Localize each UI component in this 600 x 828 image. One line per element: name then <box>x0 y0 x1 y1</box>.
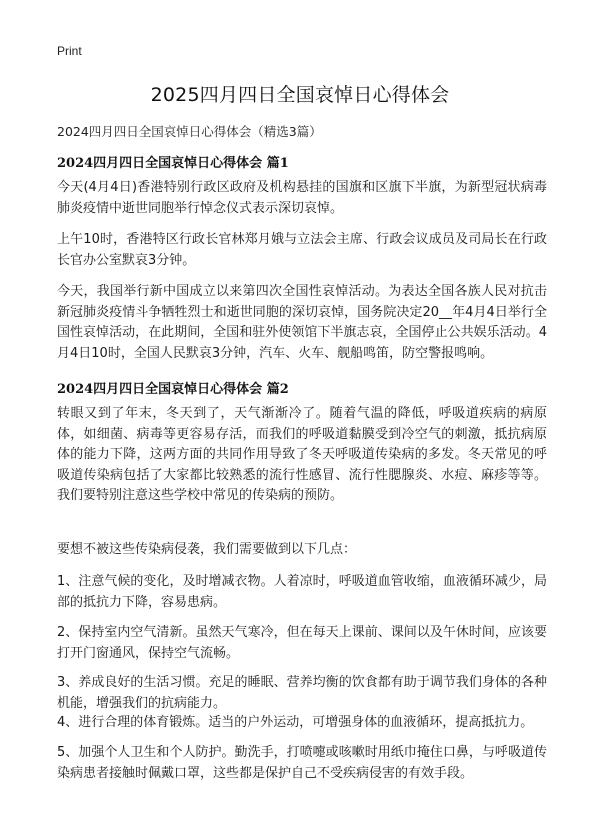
list-item: 1、注意气候的变化，及时增减衣物。人着凉时，呼吸道血管收缩，血液循环减少，局部的抵抗力下降，容易患病。 <box>57 574 547 610</box>
list-item: 3、养成良好的生活习惯。充足的睡眠、营养均衡的饮食都有助于调节我们身体的各种机能，增强我们的抗病能力。 <box>57 675 547 711</box>
paragraph: 要想不被这些传染病侵袭，我们需要做到以下几点： <box>57 542 357 557</box>
paragraph: 转眼又到了年末，冬天到了，天气渐渐冷了。随着气温的降低，呼吸道疾病的病原体，如细菌、病毒等更容易存活，而我们的呼吸道黏膜受到冷空气的刺激，抵抗病原体的能力下降，这两方面的共同作用导致了冬天呼吸道传染病的多发。冬天常见的呼吸道传染病包括了大家都比较熟悉的流行性感冒、流行性腮腺炎、水痘、麻疹等等。我们要特别注意这些学校中常见的传染病的预防。 <box>57 406 547 503</box>
print-link[interactable]: Print <box>57 44 82 58</box>
section-heading-1: 2024四月四日全国哀悼日心得体会 篇1 <box>57 156 289 171</box>
page-title: 2025四月四日全国哀悼日心得体会 <box>150 84 450 106</box>
list-item: 5、加强个人卫生和个人防护。勤洗手，打喷嚏或咳嗽时用纸巾掩住口鼻，与呼吸道传染病患者接触时佩戴口罩，这些都是保护自己不受疾病侵害的有效手段。 <box>57 745 547 781</box>
paragraph: 上午10时，香港特区行政长官林郑月娥与立法会主席、行政会议成员及司局长在行政长官办公室默哀3分钟。 <box>57 232 547 268</box>
section-heading-2: 2024四月四日全国哀悼日心得体会 篇2 <box>57 382 289 397</box>
document-subtitle: 2024四月四日全国哀悼日心得体会（精选3篇） <box>57 124 322 139</box>
list-item: 2、保持室内空气清新。虽然天气寒冷，但在每天上课前、课间以及午休时间，应该要打开门窗通风，保持空气流畅。 <box>57 625 547 661</box>
paragraph: 今天，我国举行新中国成立以来第四次全国性哀悼活动。为表达全国各族人民对抗击新冠肺炎疫情斗争牺牲烈士和逝世同胞的深切哀悼，国务院决定20__年4月4日举行全国性哀悼活动，在此期间，全国和驻外使领馆下半旗志哀，全国停止公共娱乐活动。4月4日10时，全国人民默哀3分钟，汽车、火车、舰船鸣笛，防空警报鸣响。 <box>57 284 547 361</box>
list-item: 4、进行合理的体育锻炼。适当的户外运动，可增强身体的血液循环，提高抵抗力。 <box>57 715 534 730</box>
paragraph: 今天(4月4日)香港特别行政区政府及机构悬挂的国旗和区旗下半旗，为新型冠状病毒肺炎疫情中逝世同胞举行悼念仪式表示深切哀悼。 <box>57 180 547 216</box>
